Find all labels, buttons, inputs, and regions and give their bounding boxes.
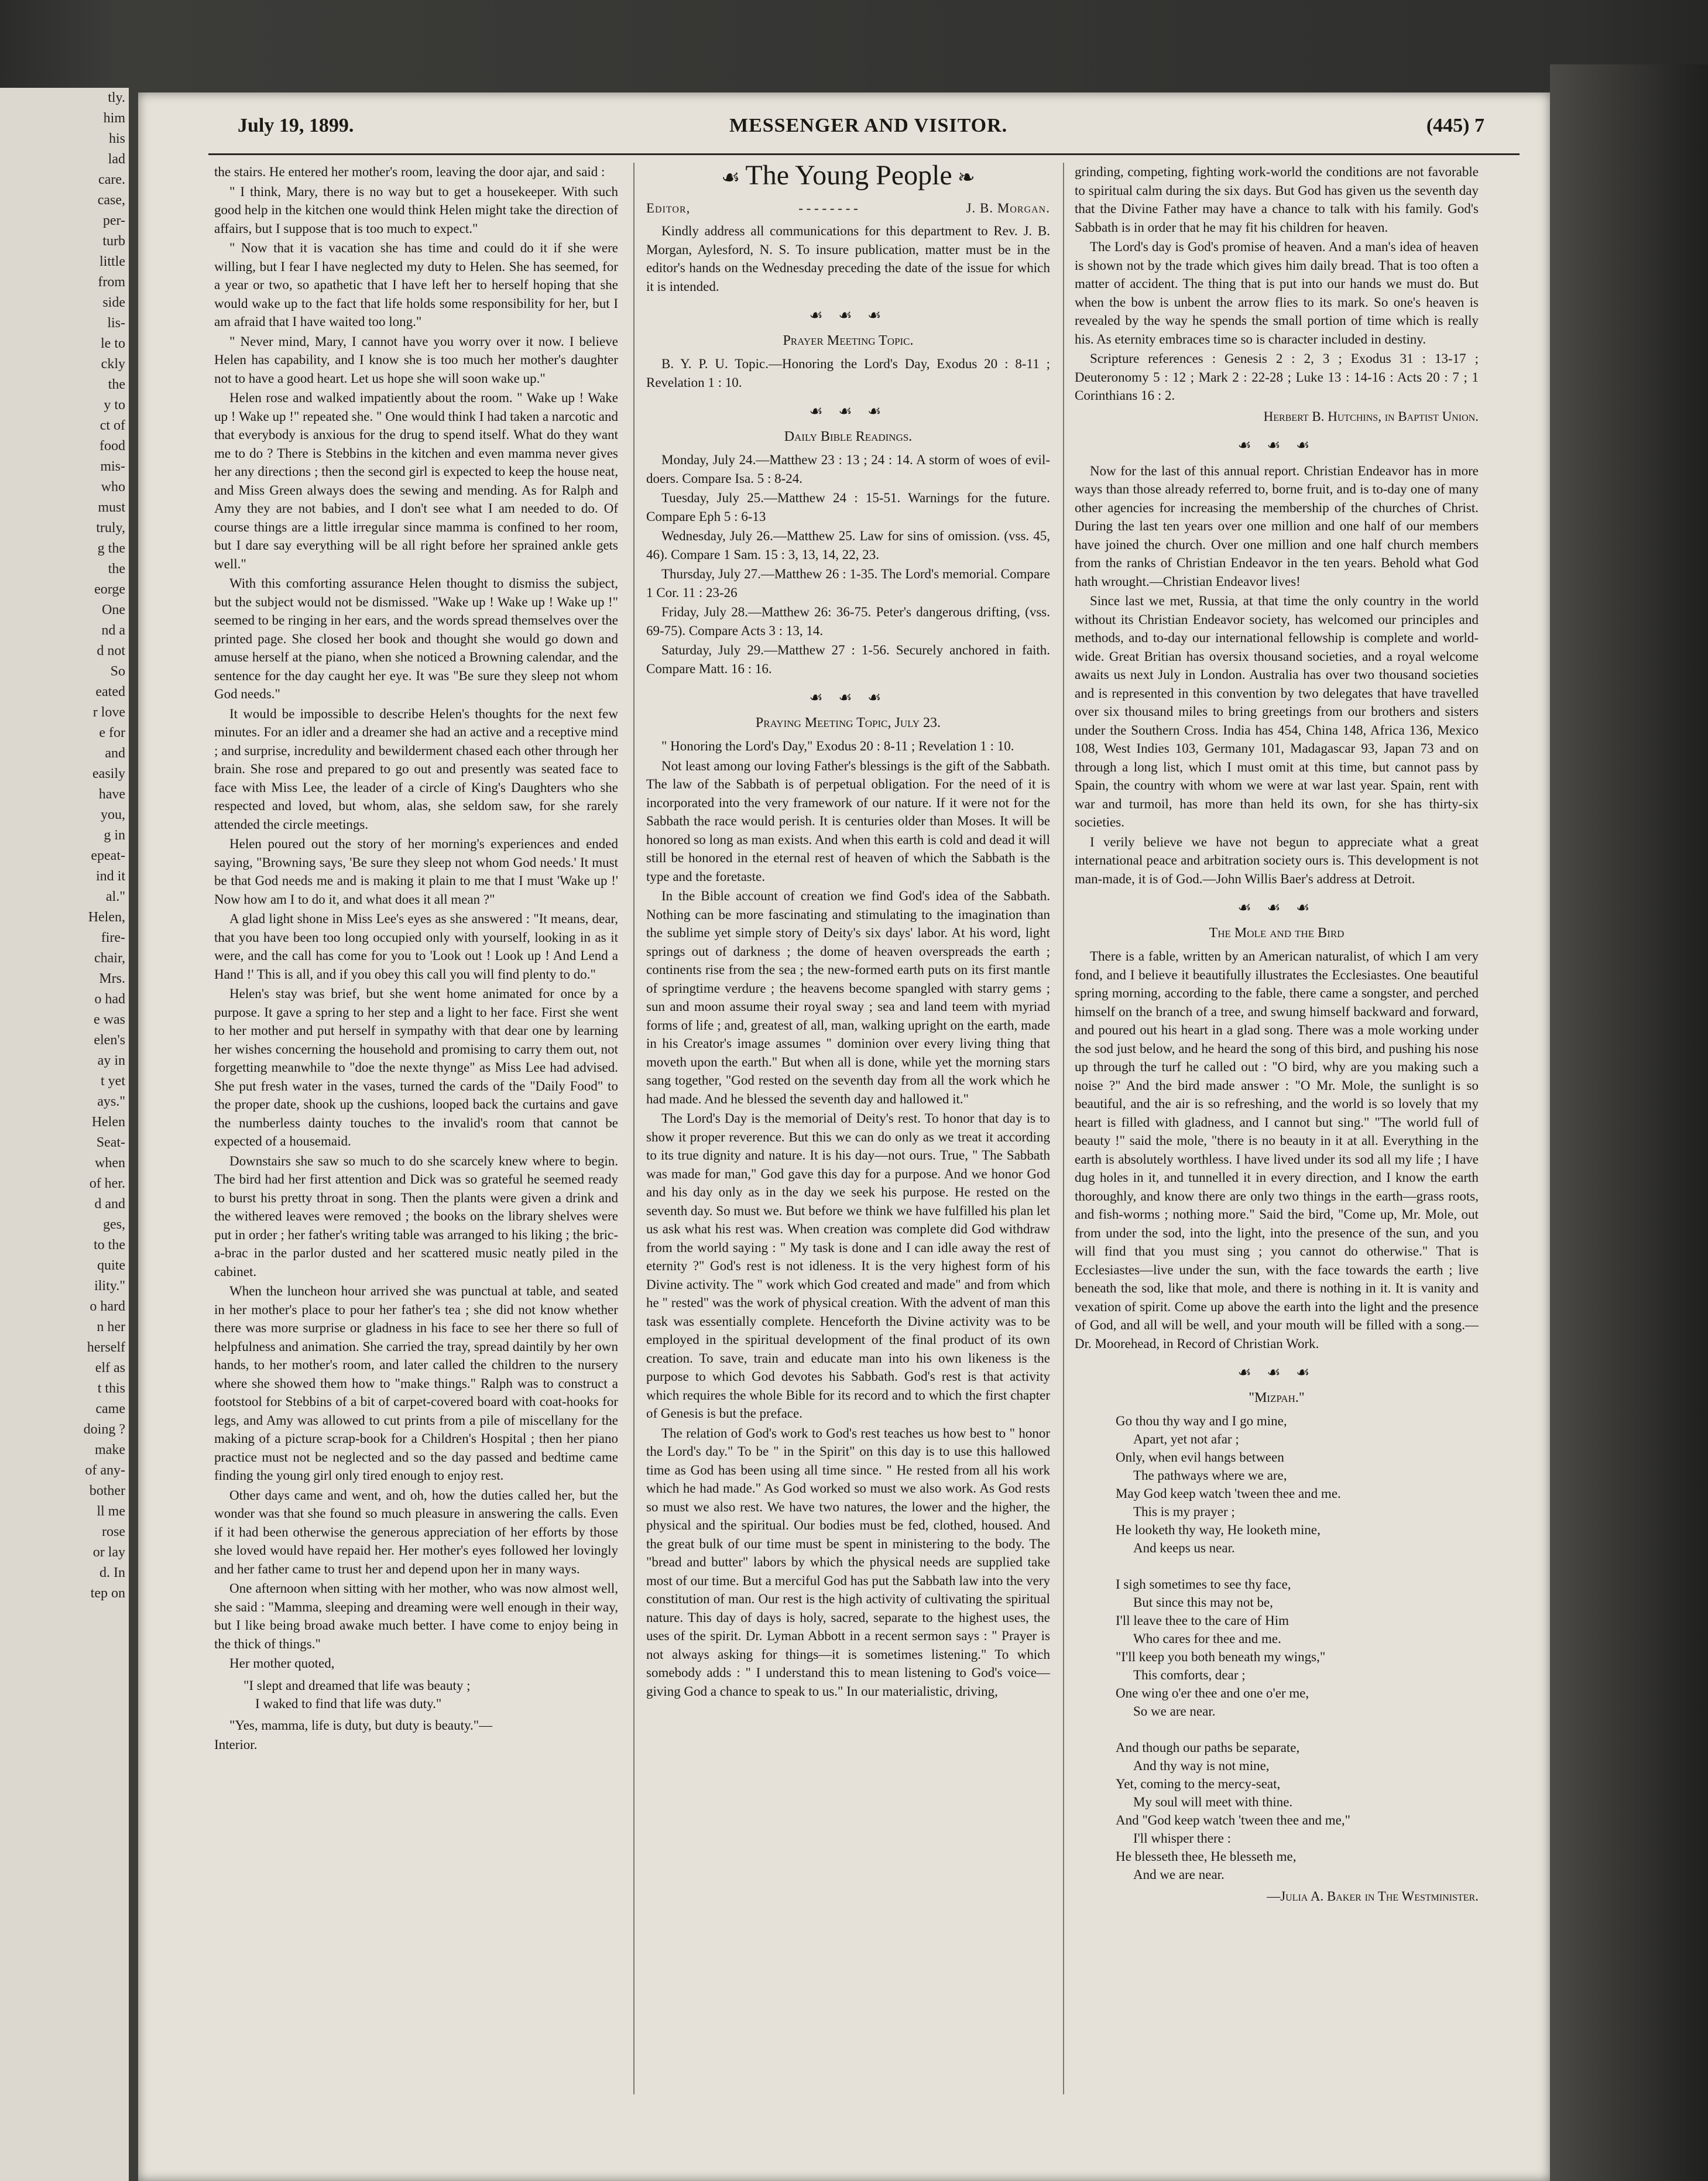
fragment-line: have <box>98 787 125 802</box>
paragraph: A glad light shone in Miss Lee's eyes as she answered : "It means, dear, that you have been too long occupied only with yourself, looking in as it were, and the call has come for you to 'Look out ! Look up ! And Lend a Hand !' This is all, and if you obey this call you will find plenty to do." <box>214 911 618 982</box>
fragment-line: t this <box>97 1381 125 1396</box>
poem-line: One wing o'er thee and one o'er me, <box>1116 1686 1309 1700</box>
fragment-line: Mrs. <box>99 971 125 986</box>
fragment-line: rose <box>102 1524 125 1539</box>
praying-topic-reference: " Honoring the Lord's Day," Exodus 20 : 8-11 ; Revelation 1 : 10. <box>661 739 1014 753</box>
paragraph: The Lord's Day is the memorial of Deity's rest. To honor that day is to show it proper reverence. But this we can do only as we treat it according to its true dignity and nature. It is his day—not ours. True, " The Sabbath was made for man," God gave this day for a purpose. And we honor God and his day only as in the day we seek his purpose. He rested on the seventh day. So must we. But before we think we have fulfilled his plan let us ask what his rest was. When creation was complete did God withdraw from the world saying : " My task is done and I can idle away the rest of eternity ?" God's rest is not idleness. It is the very highest form of his Divine activity. The " work which God created and made" and from which he " rested" was the work of physical creation. With the advent of man this task was essentially complete. Henceforth the Divine activity was to be employed in the spiritual development of the final product of its own creation. To save, train and educate man into his own likeness is the purpose to which God devotes his Sabbath. God's rest is that activity which requires the whole Bible for its record and to which the first chapter of Genesis is but the preface. <box>646 1111 1050 1421</box>
leaf-ornament-icon: ❧ <box>952 166 975 189</box>
endeavor-report <box>1075 462 1479 889</box>
story-text <box>214 163 618 1673</box>
quoted-verse <box>243 1676 618 1713</box>
paragraph: There is a fable, written by an American naturalist, of which I am very fond, and I believe it beautifully illustrates the Ecclesiastes. One beautiful spring morning, according to the fable, there came a songster, and perched himself on the branch of a tree, and swung himself backward and forward, and poured out his heart in a glad song. There was a mole working under the sod just below, and he heard the song of this bird, and pushing his nose up through the turf he called out : "O bird, why are you making such a noise ?" And the bird made answer : "O Mr. Mole, the sunlight is so beautiful, and the air is so refreshing, and the world is so lovely that my heart is filled with gladness, and I cannot but sing." "The world full of beauty !" said the mole, "there is no beauty in it at all. Everything in the earth is absolutely worthless. I have lived under its sod all my life ; I have dug holes in it, and tunnelled it in every direction, and I know the earth thoroughly, and know there are only two things in the earth—grass roots, and fish-worms ; nothing more." Said the bird, "Come up, Mr. Mole, out from under the sod, into the light, into the presence of the sun, and you will find that you must sing ; you cannot do otherwise." That is Ecclesiastes—live under the sun, with the face towards the earth ; live beneath the sod, like that mole, and there is nothing in it. It is vanity and vexation of spirit. Come up above the earth into the light and the presence of God, and all will be well, and your mouth will be filled with a song.—Dr. Moorehead, in Record of Christian Work. <box>1075 949 1479 1351</box>
fragment-line: the <box>108 377 125 392</box>
fragment-line: care. <box>98 172 125 187</box>
praying-topic-heading: Praying Meeting Topic, July 23. <box>755 715 941 731</box>
poem-line: And we are near. <box>1133 1867 1225 1882</box>
poem-signature: —Julia A. Baker in The Westminister. <box>1267 1889 1479 1904</box>
fragment-line: ays." <box>97 1094 125 1109</box>
fragment-line: elf as <box>95 1360 125 1376</box>
fragment-line: g in <box>104 828 125 843</box>
poem-line: I'll leave thee to the care of Him <box>1116 1613 1289 1628</box>
poem-line: The pathways where we are, <box>1133 1468 1287 1483</box>
fragment-line: mis- <box>100 459 125 474</box>
poem-line: This comforts, dear ; <box>1133 1668 1246 1682</box>
poem-line: He blesseth thee, He blesseth me, <box>1116 1849 1297 1864</box>
fragment-line: eated <box>95 684 125 699</box>
fragment-line: Helen <box>91 1114 125 1130</box>
fragment-line: fire- <box>101 930 125 945</box>
paragraph: In the Bible account of creation we find God's idea of the Sabbath. Nothing can be more fascinating and stimulating to the imagination than the sublime yet simple story of Deity's six days' labor. At his word, light springs out of darkness ; the dome of heaven overspreads the earth ; continents rise from the sea ; the new-formed earth puts on its first mantle of springtime verdure ; the heavens become spangled with starry gems ; sun and moon assume their royal sway ; sea and land teem with myriad forms of life ; and, greatest of all, man, walking upright on the earth, made in his Creator's image assumes " dominion over every living thing that moveth upon the earth." But when all is done, while yet the morning stars sang together, "God rested on the seventh day from all the work which he had made. And he blessed the seventh day and hallowed it." <box>646 889 1050 1106</box>
fragment-line: d. In <box>100 1565 125 1580</box>
sabbath-article <box>646 757 1050 1701</box>
column-1 <box>214 163 618 1755</box>
quote-line: I waked to find that life was duty." <box>255 1696 442 1711</box>
fragment-line: nd a <box>101 623 125 638</box>
paragraph: The relation of God's work to God's rest teaches us how best to " honor the Lord's day." To be " in the Spirit" on this day is to use this hallowed time as God has been using all time since. " He rested from all his work which he had made." As God worked so must we also work. As God rests so must we also rest. We have two natures, the lower and the higher, the physical and the spiritual. Our bodies must be fed, clothed, housed. And the great bulk of our time must be spent in ministering to the body. The "bread and butter" labors by which the physical needs are supplied take most of our time. But a merciful God has put the Sabbath law into the very constitution of man. Our rest is the high activity of cultivating the spiritual nature. This day of days is holy, sacred, separate to the highest uses, the uses of the spirit. Dr. Lyman Abbott in a recent sermon says : " Prayer is not always asking for things—it is sometimes listening." To which somebody adds : " I understand this to mean listening to God's voice—giving God a chance to speak to us." In our materialistic, driving, <box>646 1425 1050 1699</box>
readings-list <box>646 451 1050 678</box>
fragment-line: herself <box>87 1340 125 1355</box>
article-signature: Herbert B. Hutchins, in Baptist Union. <box>1263 409 1479 424</box>
fragment-line: must <box>98 500 125 515</box>
ornament-divider: ☙ ☙ ☙ <box>809 689 887 706</box>
fragment-line: o had <box>94 992 125 1007</box>
paragraph: One afternoon when sitting with her mother, who was now almost well, she said : "Mamma, sleeping and dreaming were well enough in their way, but I like being broad awake much better. I have come to enjoy being in the thick of things." <box>214 1581 618 1651</box>
fragment-line: ckly <box>101 356 125 372</box>
closing-line <box>214 1716 618 1735</box>
reading-item: Wednesday, July 26.—Matthew 25. Law for sins of omission. (vss. 45, 46). Compare 1 Sam. 15 : 3, 13, 14, 22, 23. <box>646 529 1050 562</box>
fragment-line: and <box>105 746 125 761</box>
fragment-line: his <box>108 131 125 146</box>
poem-line: But since this may not be, <box>1133 1595 1273 1610</box>
reading-item: Thursday, July 27.—Matthew 26 : 1-35. The Lord's memorial. Compare 1 Cor. 11 : 23-26 <box>646 567 1050 600</box>
poem-line: He looketh thy way, He looketh mine, <box>1116 1522 1321 1537</box>
fragment-line: of any- <box>85 1463 125 1478</box>
fragment-line: e was <box>94 1012 125 1027</box>
fragment-line: ility." <box>94 1278 125 1294</box>
fragment-line: elen's <box>94 1033 125 1048</box>
paragraph: Helen poured out the story of her morning's experiences and ended saying, "Browning says, 'Be sure they sleep not whom God needs.' It must be that God needs me and is making it plain to me that I must 'Wake up !' Now how am I to do it, and what does it all mean ?" <box>214 836 618 907</box>
paragraph: " I think, Mary, there is no way but to get a housekeeper. With such good help in the kitchen one would think Helen might take the direction of affairs, but I suppose that is too much to expect." <box>214 184 618 236</box>
fragment-line: little <box>100 254 125 269</box>
poem-line: This is my prayer ; <box>1133 1504 1235 1519</box>
fragment-line: epeat- <box>91 848 125 863</box>
editor-line <box>646 199 1050 218</box>
fragment-line: ct of <box>100 418 125 433</box>
paragraph: Helen rose and walked impatiently about the room. " Wake up ! Wake up ! Wake up !" repeated she. " One would think I had taken a narcotic and that everybody is anxious for the drug to spend itself. What do they want me to do ? There is Stebbins in the kitchen and even mamma never gives her any directions ; then the second girl is expected to keep the house neat, and Miss Green always does the sewing and mending. As for Ralph and Amy they are not babies, and I don't see what I am needed to do. Of course things are a little irregular since mamma is confined to her room, but I dare say everything will be all right before her sprained ankle gets well." <box>214 390 618 571</box>
leaf-ornament-icon: ☙ <box>721 166 746 189</box>
poem-line: Apart, yet not afar ; <box>1133 1432 1239 1446</box>
paragraph: With this comforting assurance Helen thought to dismiss the subject, but the subject would not be dismissed. "Wake up ! Wake up ! Wake up !" seemed to be ringing in her ears, and the words spread themselves over the printed page. She closed her book and thought she would go down and amuse herself at the piano, when she noticed a Browning calendar, and the sentence for the day caught her eye. It was "Be sure they sleep not whom God needs." <box>214 576 618 701</box>
fragment-line: per- <box>102 213 125 228</box>
fragment-line: quite <box>97 1258 125 1273</box>
mizpah-heading: "Mizpah." <box>1249 1390 1305 1405</box>
fragment-line: lad <box>108 152 125 167</box>
mole-bird-fable <box>1075 947 1479 1353</box>
fragment-line: e for <box>99 725 125 740</box>
paragraph: Not least among our loving Father's blessings is the gift of the Sabbath. The law of the Sabbath is of perpetual obligation. For the need of it is incorporated into the very framework of our nature. If it were not for the Sabbath the race would perish. It is centuries older than Moses. It will be honored so long as man exists. And when this earth is cold and dead it will still be honored in the eternal rest of heaven of which the Sabbath is the type and the foretaste. <box>646 758 1050 884</box>
reading-item: Monday, July 24.—Matthew 23 : 13 ; 24 : 14. A storm of woes of evil-doers. Compare Isa. 5 : 8-24. <box>646 452 1050 486</box>
poem-line: Only, when evil hangs between <box>1116 1450 1284 1465</box>
fragment-line: d and <box>94 1196 125 1212</box>
column-divider <box>1063 163 1064 2094</box>
ornament-divider: ☙ ☙ ☙ <box>1237 899 1316 916</box>
reading-item: Tuesday, July 25.—Matthew 24 : 15-51. Warnings for the future. Compare Eph 5 : 6-13 <box>646 491 1050 524</box>
fragment-line: n her <box>97 1319 125 1335</box>
fragment-line: chair, <box>94 951 125 966</box>
fragment-line: tly. <box>108 90 125 105</box>
newspaper-page <box>138 92 1550 2181</box>
fragment-line: doing ? <box>83 1422 125 1437</box>
ornament-divider: ☙ ☙ ☙ <box>1237 1364 1316 1381</box>
poem-line: And thy way is not mine, <box>1133 1758 1270 1773</box>
fragment-line: food <box>100 438 125 454</box>
adjacent-page-text <box>0 88 129 1604</box>
fragment-line: ay in <box>97 1053 125 1068</box>
fragment-line: bother <box>89 1483 125 1498</box>
fragment-line: Seat- <box>96 1135 125 1150</box>
fragment-line: who <box>101 479 125 495</box>
fragment-line: eorge <box>94 582 125 597</box>
reading-item: Friday, July 28.—Matthew 26: 36-75. Peter's dangerous drifting, (vss. 69-75). Compare Acts 3 : 13, 14. <box>646 605 1050 638</box>
editor-dashes: - - - - - - - - <box>798 200 858 215</box>
paragraph: the stairs. He entered her mother's room, leaving the door ajar, and said : <box>214 164 605 179</box>
fragment-line: from <box>98 275 125 290</box>
poem-line: May God keep watch 'tween thee and me. <box>1116 1486 1341 1501</box>
page-header <box>238 115 1484 152</box>
department-name: The Young People <box>745 160 952 191</box>
fragment-line: case, <box>97 193 125 208</box>
fragment-line: to the <box>94 1237 125 1253</box>
paragraph: Downstairs she saw so much to do she scarcely knew where to begin. The bird had her first attention and Dick was so grateful he seemed ready to burst his pretty throat in song. Then the plants were given a drink and the withered leaves were removed ; the books on the library shelves were put in order ; her father's writing table was arranged to his liking ; the bric-a-brac in the parlor dusted and her scattered music neatly piled in the cabinet. <box>214 1153 618 1279</box>
fragment-line: lis- <box>107 316 125 331</box>
fragment-line: r love <box>92 705 125 720</box>
column-3 <box>1075 163 1479 1908</box>
paragraph: Since last we met, Russia, at that time the only country in the world without its Christian Endeavor society, has welcomed our principles and methods, and to-day our international fellowship is complete and world-wide. Great Britian has oversix thousand societies, and a royal welcome awaits us next July in London. Australia has over two thousand societies and is represented in this convention by two delegates that have travelled over six thousand miles to bring greetings from our brothers and sisters under the Southern Cross. India has 454, China 148, Africa 136, Mexico 108, West Indies 103, Germany 101, Madagascar 93, Japan 73 and on through a long list, which I must omit at this time, but cannot pass by Spain, the country with whom we were at war last year. Spain, rent with war and turmoil, has more than held its own, for she has thirty-six societies. <box>1075 594 1479 829</box>
fragment-line: o hard <box>90 1299 125 1314</box>
paragraph: Scripture references : Genesis 2 : 2, 3 ; Exodus 31 : 13-17 ; Deuteronomy 5 : 12 ; Mark 2 : 22-28 ; Luke 13 : 14-16 : Acts 20 : 7 ; 1 Corinthians 16 : 2. <box>1075 351 1479 403</box>
closing-text: "Yes, mamma, life is duty, but duty is beauty."— <box>229 1717 493 1733</box>
fragment-line: al." <box>105 889 125 904</box>
adjacent-page-fragment <box>0 88 129 2181</box>
masthead: MESSENGER AND VISITOR. <box>729 115 1008 136</box>
fragment-line: truly, <box>96 520 125 536</box>
paragraph: When the luncheon hour arrived she was punctual at table, and seated in her mother's place to pour her father's tea ; she did not know whether there was more surprise or gladness in his face to see her there so full of helpfulness and animation. She carried the tray, spread daintily by her own hands, to her mother's room, and later called the children to the nursery where she showed them how to "make things." Ralph was to construct a footstool for Stebbins of a bit of carpet-covered board with coat-hooks for legs, and Amy was allowed to cut prints from a pile of miscellany for the making of a picture scrap-book for a Children's Hospital ; then her piano practice must not be neglected and so the day passed and bedtime came finding the young girl only tired enough to enjoy rest. <box>214 1284 618 1483</box>
paragraph: Now for the last of this annual report. Christian Endeavor has in more ways than those already referred to, borne fruit, and is to-day one of many other agencies for increasing the membership of the churches of Christ. During the last ten years over one million and one half of our members have joined the church. Over one million and one half church members from the ranks of Christian Endeavor in the ten years. Behold what God hath wrought.—Christian Endeavor lives! <box>1075 463 1479 589</box>
poem-line: My soul will meet with thine. <box>1133 1795 1293 1809</box>
column-2 <box>646 160 1050 1702</box>
paragraph: The Lord's day is God's promise of heaven. And a man's idea of heaven is shown not by the trade which gives him daily bread. That is too often a matter of accident. The thing that is put into our hands we must do. But when the bow is unbent the arrow flies to its mark. So one's heaven is revealed by the way he spends the small portion of time which is really his. As eternity embraces time so is character included in destiny. <box>1075 239 1479 347</box>
poem-line: And keeps us near. <box>1133 1541 1235 1555</box>
poem-line: "I'll keep you both beneath my wings," <box>1116 1650 1326 1664</box>
fragment-line: side <box>102 295 125 310</box>
fragment-line: when <box>95 1155 125 1171</box>
poem-line: And "God keep watch 'tween thee and me," <box>1116 1813 1351 1827</box>
fragment-line: ll me <box>97 1504 125 1519</box>
poem-line: Go thou thy way and I go mine, <box>1116 1414 1287 1428</box>
page-number: (445) 7 <box>1426 115 1484 136</box>
mole-bird-heading: The Mole and the Bird <box>1209 925 1345 941</box>
mizpah-poem <box>1116 1412 1479 1884</box>
paragraph: grinding, competing, fighting work-world the conditions are not favorable to spiritual calm during the six days. But God has given us the seventh day that the Divine Father may have a chance to talk with his family. God's Sabbath is in order that he may fit his children for heaven. <box>1075 164 1479 235</box>
fragment-line: t yet <box>101 1074 125 1089</box>
fragment-line: tep on <box>90 1586 125 1601</box>
quote-line: "I slept and dreamed that life was beauty ; <box>243 1678 471 1693</box>
fragment-line: turb <box>102 234 125 249</box>
closing-source: Interior. <box>214 1737 258 1752</box>
poem-line: I'll whisper there : <box>1133 1831 1232 1846</box>
reading-item: Saturday, July 29.—Matthew 27 : 1-56. Securely anchored in faith. Compare Matt. 16 : 16. <box>646 643 1050 676</box>
fragment-line: y to <box>104 397 125 413</box>
paragraph: Other days came and went, and oh, how the duties called her, but the wonder was that she found so much pleasure in answering the calls. Even if it had been otherwise the generous appreciation of her efforts by those she loved would have repaid her. Her mother's eyes followed her lovingly and her father came to trust her and depend upon her in many ways. <box>214 1487 618 1576</box>
prayer-topic-text: B. Y. P. U. Topic.—Honoring the Lord's Day, Exodus 20 : 8-11 ; Revelation 1 : 10. <box>646 356 1050 390</box>
fragment-line: came <box>95 1401 125 1417</box>
fragment-line: Helen, <box>88 910 125 925</box>
paragraph: Her mother quoted, <box>229 1656 335 1671</box>
issue-date: July 19, 1899. <box>238 115 354 136</box>
sabbath-article-continued <box>1075 163 1479 405</box>
prayer-topic-heading: Prayer Meeting Topic. <box>783 332 914 348</box>
book-edge <box>1550 64 1708 2181</box>
fragment-line: So <box>110 664 125 679</box>
fragment-line: le to <box>101 336 125 351</box>
fragment-line: g the <box>97 541 125 556</box>
fragment-line: the <box>108 561 125 577</box>
fragment-line: or lay <box>92 1545 125 1560</box>
poem-line <box>1116 1720 1479 1738</box>
column-divider <box>633 163 635 2094</box>
department-title <box>646 160 1050 191</box>
editor-name: J. B. Morgan. <box>966 200 1050 215</box>
poem-line: Who cares for thee and me. <box>1133 1631 1281 1646</box>
poem-line: So we are near. <box>1133 1704 1216 1719</box>
editor-notice: Kindly address all communications for this department to Rev. J. B. Morgan, Aylesford, N. S. To insure publication, matter must be in the editor's hands on the Wednesday preceding the date of the issue for which it is intended. <box>646 224 1050 294</box>
ornament-divider: ☙ ☙ ☙ <box>809 307 887 324</box>
fragment-line: make <box>95 1442 125 1458</box>
header-rule <box>208 153 1520 155</box>
editor-label: Editor, <box>646 200 691 215</box>
fragment-line: you, <box>101 807 125 822</box>
paragraph: " Now that it is vacation she has time and could do it if she were willing, but I fear I have neglected my duty to Helen. She has seemed, for a year or two, so apathetic that I have left her to herself hoping that she would wake up to the fact that life holds some responsibility for her, but I am afraid that I have waited too long." <box>214 241 618 329</box>
fragment-line: him <box>103 111 125 126</box>
paragraph: It would be impossible to describe Helen's thoughts for the next few minutes. For an idler and a dreamer she had an active and a receptive mind ; and surprise, incredulity and bewilderment chased each other through her brain. She rose and prepared to go out and presently was seated face to face with Miss Lee, the leader of a circle of King's Daughters who she respected and loved, but whom, alas, she seldom saw, for she rarely attended the circle meetings. <box>214 706 618 832</box>
fragment-line: ind it <box>95 869 125 884</box>
poem-line: I sigh sometimes to see thy face, <box>1116 1577 1291 1592</box>
fragment-line: d not <box>97 643 125 659</box>
paragraph: " Never mind, Mary, I cannot have you worry over it now. I believe Helen has capability, and I know she is too much her mother's daughter not to have a good heart. Let us hope she will soon wake up." <box>214 334 618 386</box>
ornament-divider: ☙ ☙ ☙ <box>1237 437 1316 454</box>
fragment-line: ges, <box>103 1217 125 1232</box>
ornament-divider: ☙ ☙ ☙ <box>809 403 887 420</box>
poem-line <box>1116 1557 1479 1575</box>
paragraph: Helen's stay was brief, but she went home animated for once by a purpose. It gave a spring to her step and a light to her face. First she went to her mother and put herself in sympathy with that dear one by learning her wishes concerning the household and promising to carry them out, not forgetting meanwhile to "doe the nexte thynge" as Miss Lee had advised. She put fresh water in the vases, turned the cards of the "Daily Food" to the proper date, shook up the cushions, looped back the curtains and gave the numberless dainty touches to the invalid's room that cannot be expected of a housemaid. <box>214 986 618 1148</box>
poem-line: And though our paths be separate, <box>1116 1740 1300 1755</box>
poem-line: Yet, coming to the mercy-seat, <box>1116 1777 1281 1791</box>
fragment-line: One <box>102 602 125 618</box>
fragment-line: of her. <box>89 1176 125 1191</box>
paragraph: I verily believe we have not begun to appreciate what a great international peace and arbitration society ours is. This development is not man-made, it is of God.—John Willis Baer's address at Detroit. <box>1075 834 1479 886</box>
readings-heading: Daily Bible Readings. <box>784 428 913 444</box>
fragment-line: easily <box>92 766 125 781</box>
